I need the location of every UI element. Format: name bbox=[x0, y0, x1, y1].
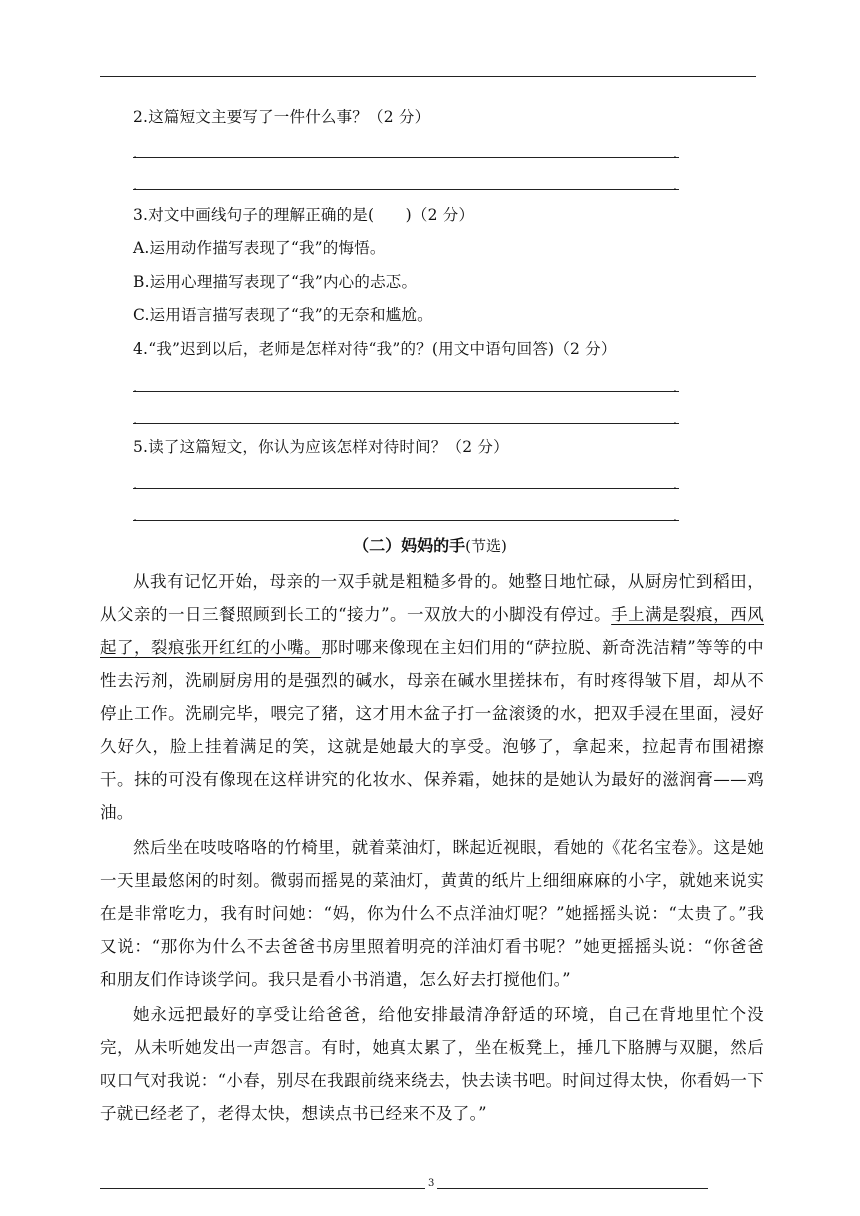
question-2: 2.这篇短文主要写了一件什么事？（2 分） bbox=[133, 108, 431, 126]
underlined-sentence: 手上满是裂痕，西风起了，裂痕张开红红的小嘴。 bbox=[100, 605, 765, 657]
option-a[interactable]: A.运用动作描写表现了“我”的悔悟。 bbox=[133, 239, 386, 257]
option-b[interactable]: B.运用心理描写表现了“我”内心的忐忑。 bbox=[133, 273, 418, 291]
line-dot: . bbox=[133, 510, 138, 525]
line-dot: . bbox=[672, 179, 677, 194]
option-c[interactable]: C.运用语言描写表现了“我”的无奈和尴尬。 bbox=[133, 306, 433, 324]
answer-line[interactable] bbox=[133, 175, 679, 194]
section-title bbox=[0, 533, 860, 556]
line-dot: . bbox=[672, 381, 677, 396]
line-dot: . bbox=[133, 147, 138, 162]
passage-paragraph-3: 她永远把最好的享受让给爸爸，给他安排最清净舒适的环境，自己在背地里忙个没完，从未听她发出一声怨言。有时，她真太累了，坐在板凳上，捶几下胳膊与双腿，然后叹口气对我说：“小春，别尽在我跟前绕来绕去，快去读书吧。时间过得太快，你看妈一下子就已经老了，老得太快，想读点书已经来不及了。” bbox=[100, 1005, 764, 1123]
footer-rule bbox=[100, 1188, 708, 1189]
answer-line[interactable] bbox=[133, 474, 679, 493]
section-title-main: （二）妈妈的手 bbox=[353, 536, 466, 555]
passage-paragraph-2: 然后坐在吱吱咯咯的竹椅里，就着菜油灯，眯起近视眼，看她的《花名宝卷》。这是她一天里最悠闲的时刻。微弱而摇晃的菜油灯，黄黄的纸片上细细麻麻的小字，就她来说实在是非常吃力，我有时问她：“妈，你为什么不点洋油灯呢？”她摇摇头说：“太贵了。”我又说：“那你为什么不去爸爸书房里照着明亮的洋油灯看书呢？”她更摇摇头说：“你爸爸和朋友们作诗谈学问。我只是看小书消遣，怎么好去打搅他们。” bbox=[100, 838, 764, 989]
line-dot: . bbox=[672, 478, 677, 493]
passage-paragraph-1 bbox=[100, 565, 764, 829]
line-dot: . bbox=[133, 179, 138, 194]
page-number: 3 bbox=[425, 1178, 437, 1189]
paragraph-text: 那时哪来像现在主妇们用的“萨拉脱、新奇洗洁精”等等的中性去污剂，洗刷厨房用的是强烈的碱水，母亲在碱水里搓抹布，有时疼得皱下眉，却从不停止工作。洗刷完毕，喂完了猪，这才用木盆子打一盆滚烫的水，把双手浸在里面，浸好久好久，脸上挂着满足的笑，这就是她最大的享受。泡够了，拿起来，拉起青布围裙擦干。抹的可没有像现在这样讲究的化妆水、保养霜，她抹的是她认为最好的滋润膏——鸡油。 bbox=[100, 638, 764, 822]
question-3: 3.对文中画线句子的理解正确的是( )（2 分） bbox=[133, 206, 475, 224]
answer-line[interactable] bbox=[133, 506, 679, 525]
line-dot: . bbox=[672, 147, 677, 162]
line-dot: . bbox=[133, 381, 138, 396]
paragraph-text: 从我有记忆开始，母亲的一双手就是粗糙多骨的。她整日地忙碌，从厨房忙到稻田，从父亲的一日三餐照顾到长工的“接力”。一双放大的小脚没有停过。 bbox=[100, 572, 764, 624]
line-dot: . bbox=[133, 478, 138, 493]
answer-line[interactable] bbox=[133, 143, 679, 162]
question-5: 5.读了这篇短文，你认为应该怎样对待时间？（2 分） bbox=[133, 438, 509, 456]
answer-line[interactable] bbox=[133, 409, 679, 428]
line-dot: . bbox=[672, 510, 677, 525]
line-dot: . bbox=[133, 413, 138, 428]
section-title-note: (节选) bbox=[465, 537, 507, 555]
line-dot: . bbox=[672, 413, 677, 428]
answer-line[interactable] bbox=[133, 377, 679, 396]
header-rule bbox=[100, 76, 756, 77]
question-4: 4.“我”迟到以后，老师是怎样对待“我”的？(用文中语句回答)（2 分） bbox=[133, 340, 617, 358]
